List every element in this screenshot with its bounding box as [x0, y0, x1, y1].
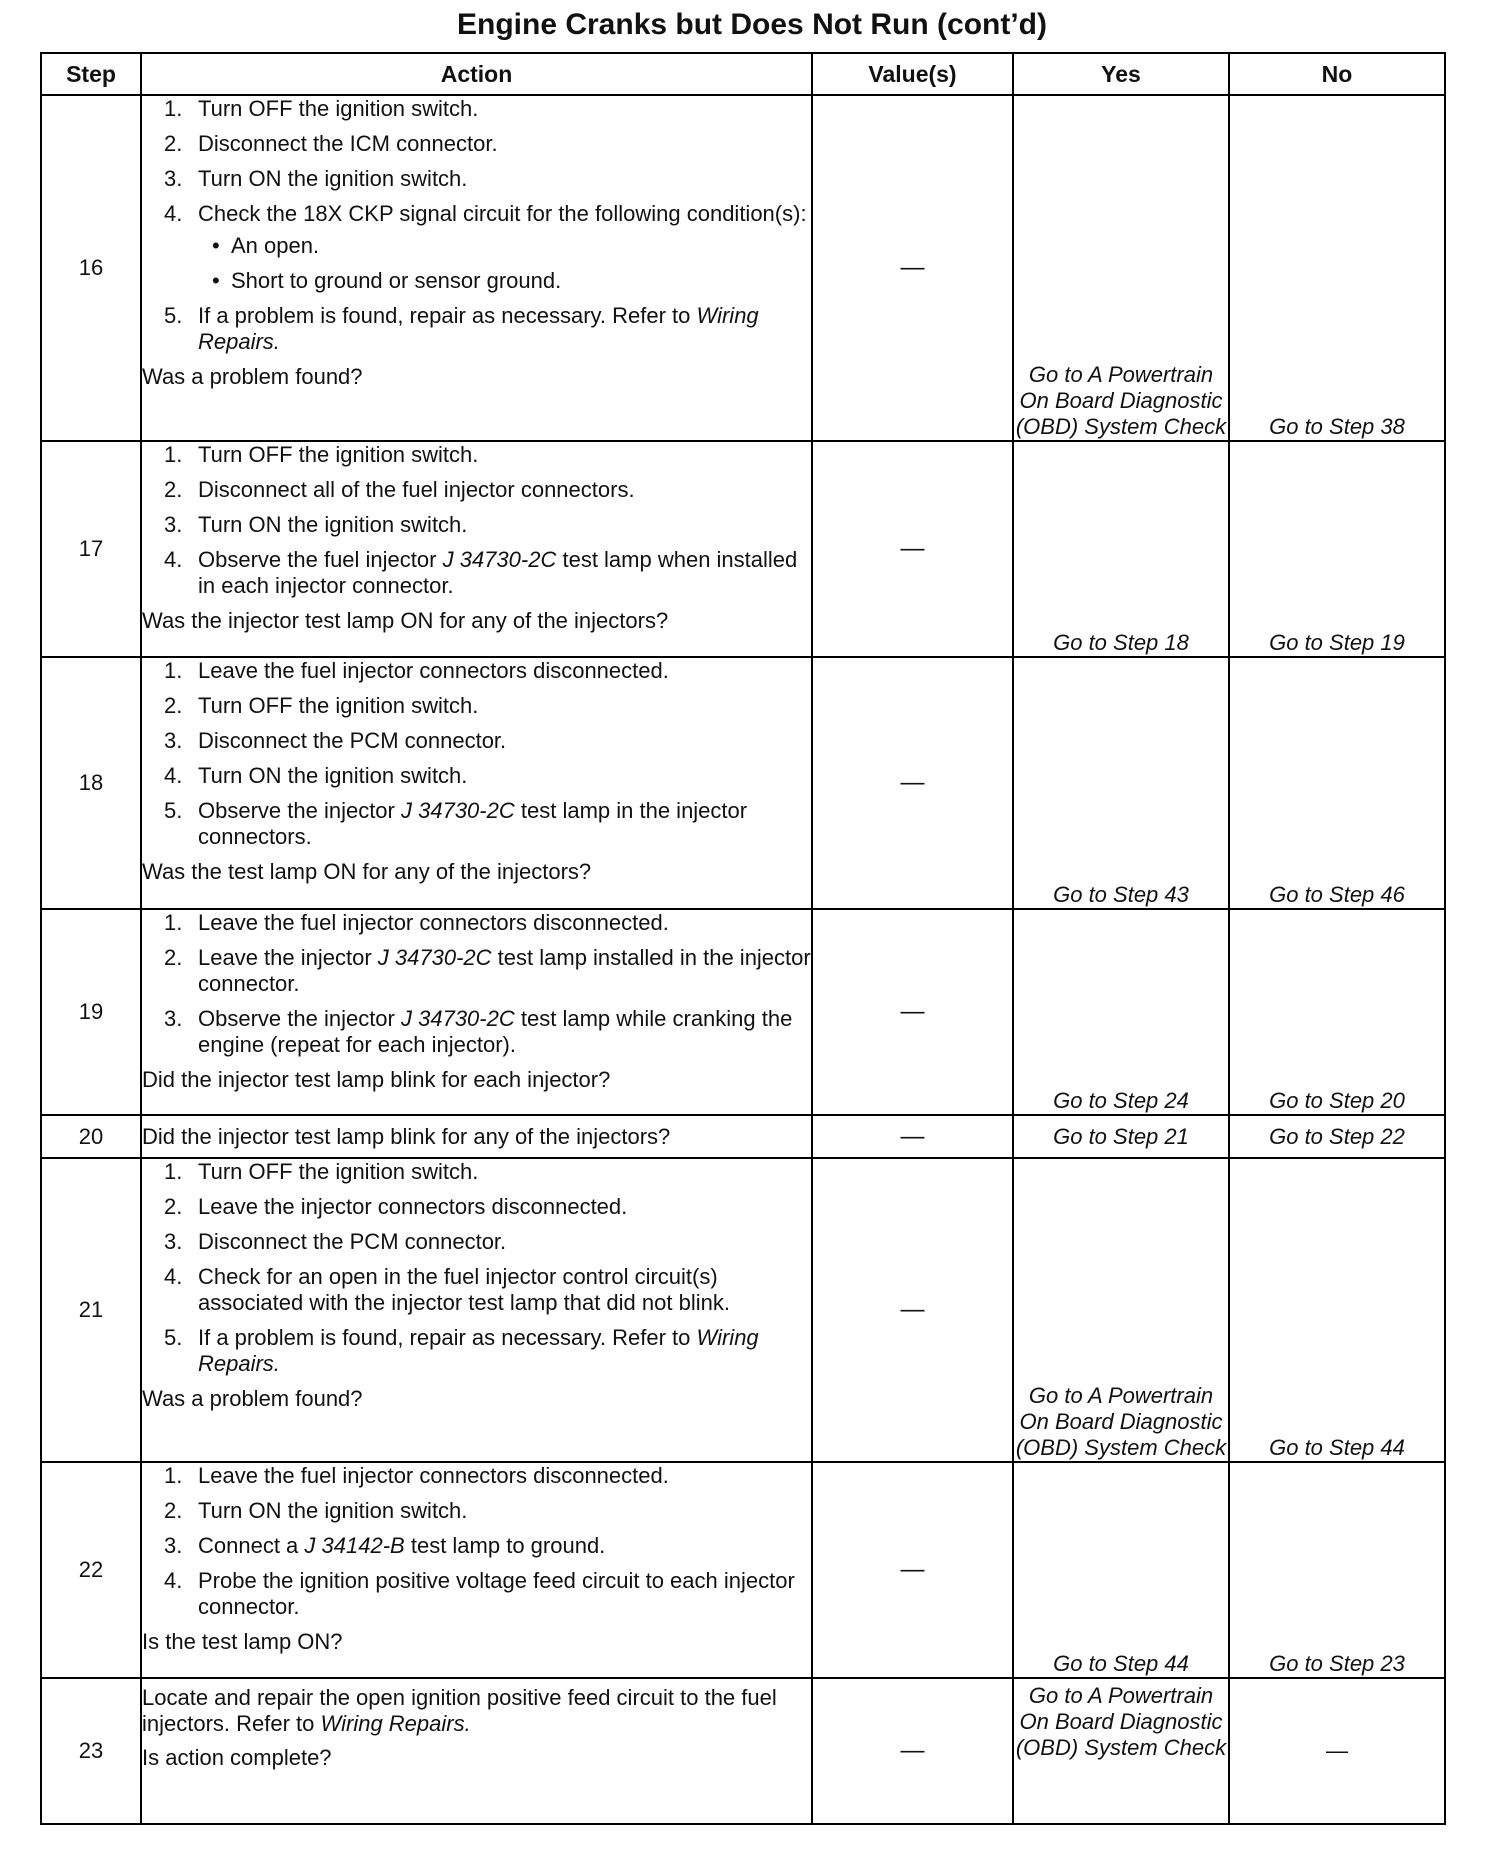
action-cell	[141, 95, 812, 441]
action-item: 4. Check for an open in the fuel injector control circuit(s) associated with the injector test lamp that did not blink.	[164, 1264, 730, 1315]
tool-number: J 34730-2C	[401, 798, 515, 823]
step-number: 20	[41, 1115, 141, 1158]
action-text: Locate and repair the open ignition positive feed circuit to the fuel injectors. Refer to Wiring Repairs.	[142, 1685, 777, 1736]
table-row-step-20	[41, 1115, 1445, 1158]
no-cell: Go to Step 38	[1229, 95, 1445, 441]
table-row-step-21	[41, 1158, 1445, 1462]
action-item: 1. Turn OFF the ignition switch.	[164, 1159, 479, 1184]
action-item: 2. Turn OFF the ignition switch.	[164, 693, 479, 718]
action-cell	[141, 909, 812, 1115]
action-item: 4. Observe the fuel injector J 34730-2C test lamp when installed in each injector connector.	[164, 547, 798, 598]
action-item: 5. If a problem is found, repair as necessary. Refer to Wiring Repairs.	[164, 303, 759, 354]
yes-cell: Go to A Powertrain On Board Diagnostic (OBD) System Check	[1013, 95, 1229, 441]
step-number: 16	[41, 95, 141, 441]
value-cell: —	[812, 95, 1013, 441]
condition-bullet: • An open.	[212, 233, 320, 258]
value-cell: —	[812, 1115, 1013, 1158]
action-item: 5. Observe the injector J 34730-2C test lamp in the injector connectors.	[164, 798, 748, 849]
action-item: 3. Connect a J 34142-B test lamp to ground.	[164, 1533, 606, 1558]
step-number: 21	[41, 1158, 141, 1462]
question-text: Did the injector test lamp blink for any of the injectors?	[142, 1123, 671, 1149]
no-cell: Go to Step 46	[1229, 657, 1445, 909]
value-cell: —	[812, 1462, 1013, 1678]
question-text: Is the test lamp ON?	[142, 1629, 343, 1654]
value-cell: —	[812, 1678, 1013, 1824]
reference-link: Wiring Repairs.	[198, 1325, 759, 1376]
action-item: 4. Check the 18X CKP signal circuit for the following condition(s): • An open. • Short to ground or sensor ground.	[142, 201, 811, 294]
action-item: 1. Turn OFF the ignition switch.	[164, 96, 479, 121]
action-item: 3. Disconnect the PCM connector.	[164, 1229, 507, 1254]
action-item: 1. Leave the fuel injector connectors disconnected.	[164, 1463, 669, 1488]
yes-cell: Go to Step 18	[1013, 441, 1229, 657]
action-cell	[141, 657, 812, 909]
question-text: Is action complete?	[142, 1745, 332, 1770]
no-cell: —	[1229, 1678, 1445, 1824]
yes-cell: Go to Step 43	[1013, 657, 1229, 909]
action-cell	[141, 1678, 812, 1824]
step-number: 17	[41, 441, 141, 657]
action-item: 4. Turn ON the ignition switch.	[164, 763, 468, 788]
reference-link: Wiring Repairs.	[320, 1711, 471, 1736]
step-number: 22	[41, 1462, 141, 1678]
header-values: Value(s)	[812, 53, 1013, 95]
table-row-step-18	[41, 657, 1445, 909]
value-cell: —	[812, 1158, 1013, 1462]
header-row	[41, 53, 1445, 95]
action-item: 1. Leave the fuel injector connectors disconnected.	[164, 910, 669, 935]
action-cell	[141, 1158, 812, 1462]
action-cell	[141, 1462, 812, 1678]
step-number: 18	[41, 657, 141, 909]
no-cell: Go to Step 23	[1229, 1462, 1445, 1678]
action-item: 3. Disconnect the PCM connector.	[164, 728, 507, 753]
action-item: 4. Probe the ignition positive voltage feed circuit to each injector connector.	[164, 1568, 795, 1619]
value-cell: —	[812, 909, 1013, 1115]
action-item: 2. Leave the injector J 34730-2C test lamp installed in the injector connector.	[164, 945, 811, 996]
yes-cell: Go to A Powertrain On Board Diagnostic (OBD) System Check	[1013, 1678, 1229, 1824]
question-text: Was a problem found?	[142, 364, 363, 389]
action-item: 1. Leave the fuel injector connectors disconnected.	[164, 658, 669, 683]
no-cell: Go to Step 20	[1229, 909, 1445, 1115]
action-cell	[141, 441, 812, 657]
diagnostic-table	[40, 52, 1446, 1825]
action-item: 2. Turn ON the ignition switch.	[164, 1498, 468, 1523]
table-row-step-16	[41, 95, 1445, 441]
no-cell: Go to Step 44	[1229, 1158, 1445, 1462]
action-item: 3. Turn ON the ignition switch.	[164, 166, 468, 191]
header-yes: Yes	[1013, 53, 1229, 95]
page-title: Engine Cranks but Does Not Run (cont’d)	[457, 8, 1047, 41]
action-item: 3. Turn ON the ignition switch.	[164, 512, 468, 537]
condition-bullet: • Short to ground or sensor ground.	[212, 268, 562, 293]
action-item: 2. Disconnect all of the fuel injector connectors.	[164, 477, 635, 502]
tool-number: J 34730-2C	[377, 945, 492, 970]
yes-cell: Go to A Powertrain On Board Diagnostic (OBD) System Check	[1013, 1158, 1229, 1462]
action-item: 2. Disconnect the ICM connector.	[164, 131, 498, 156]
action-item: 2. Leave the injector connectors disconnected.	[164, 1194, 628, 1219]
action-item: 5. If a problem is found, repair as necessary. Refer to Wiring Repairs.	[164, 1325, 759, 1376]
value-cell: —	[812, 657, 1013, 909]
header-no: No	[1229, 53, 1445, 95]
yes-cell: Go to Step 24	[1013, 909, 1229, 1115]
tool-number: J 34730-2C	[442, 547, 557, 572]
table-row-step-19	[41, 909, 1445, 1115]
table-row-step-22	[41, 1462, 1445, 1678]
header-step: Step	[41, 53, 141, 95]
no-cell: Go to Step 22	[1229, 1115, 1445, 1158]
question-text: Did the injector test lamp blink for each injector?	[142, 1067, 611, 1092]
action-cell	[141, 1115, 812, 1158]
action-item: 1. Turn OFF the ignition switch.	[164, 442, 479, 467]
header-action: Action	[141, 53, 812, 95]
question-text: Was the test lamp ON for any of the injectors?	[142, 859, 592, 884]
no-cell: Go to Step 19	[1229, 441, 1445, 657]
question-text: Was the injector test lamp ON for any of the injectors?	[142, 608, 669, 633]
step-number: 19	[41, 909, 141, 1115]
step-number: 23	[41, 1678, 141, 1824]
reference-link: Wiring Repairs.	[198, 303, 759, 354]
yes-cell: Go to Step 44	[1013, 1462, 1229, 1678]
table-row-step-23	[41, 1678, 1445, 1824]
tool-number: J 34730-2C	[401, 1006, 515, 1031]
action-item: 3. Observe the injector J 34730-2C test lamp while cranking the engine (repeat for each injector).	[164, 1006, 793, 1057]
question-text: Was a problem found?	[142, 1386, 363, 1411]
yes-cell: Go to Step 21	[1013, 1115, 1229, 1158]
tool-number: J 34142-B	[304, 1533, 405, 1558]
value-cell: —	[812, 441, 1013, 657]
table-row-step-17	[41, 441, 1445, 657]
